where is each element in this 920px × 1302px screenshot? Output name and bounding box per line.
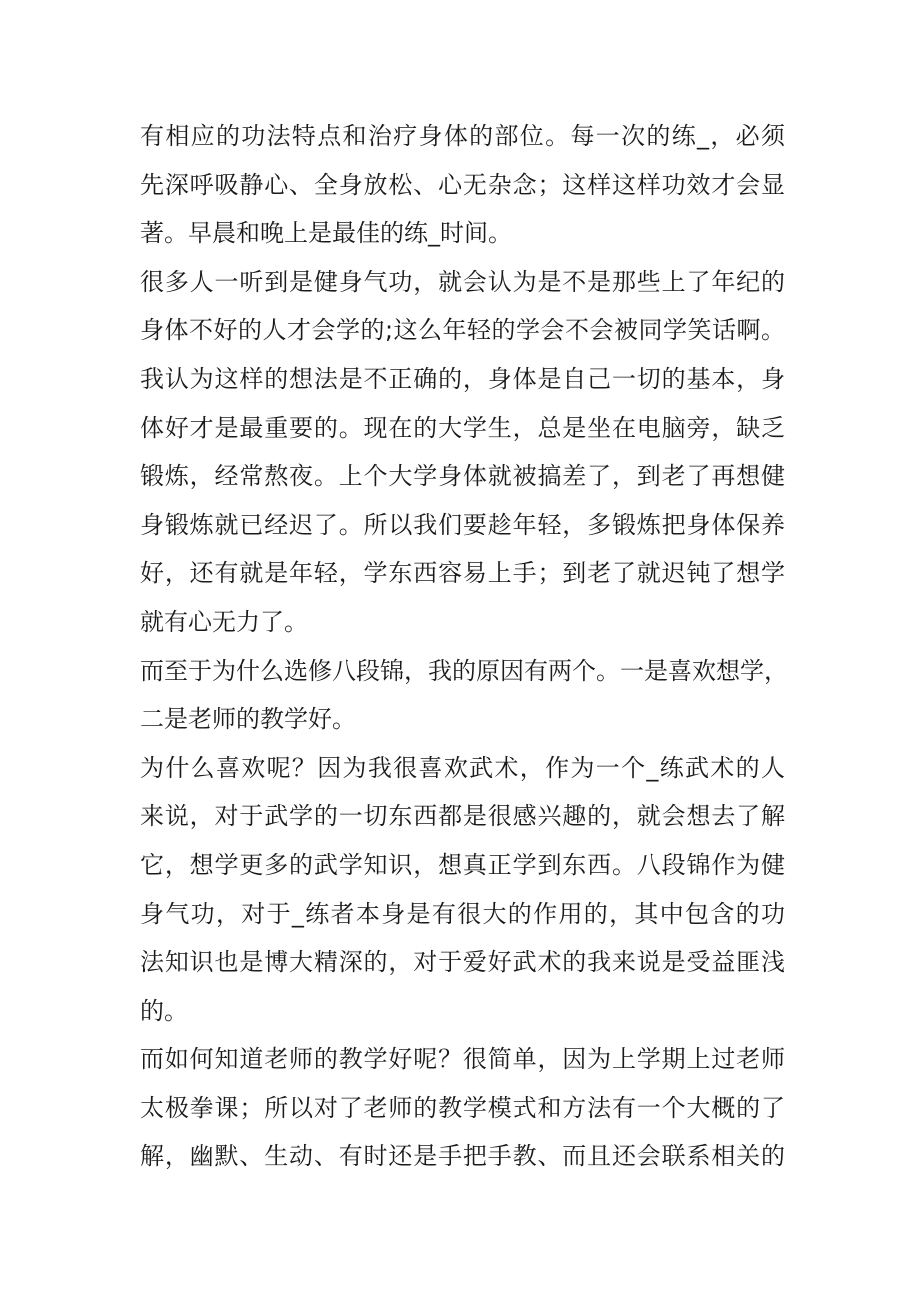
text-line: 有相应的功法特点和治疗身体的部位。每一次的练_，必须: [140, 122, 785, 150]
text-line: 身气功，对于_练者本身是有很大的作用的，其中包含的功: [140, 899, 785, 928]
text-line: 身体不好的人才会学的;这么年轻的学会不会被同学笑话啊。: [140, 316, 785, 345]
text-line: 锻炼，经常熬夜。上个大学身体就被搞差了，到老了再想健: [140, 462, 785, 491]
text-line: 它，想学更多的武学知识，想真正学到东西。八段锦作为健: [140, 850, 785, 879]
text-line: 法知识也是博大精深的，对于爱好武术的我来说是受益匪浅: [140, 948, 785, 977]
text-line: 太极拳课；所以对了老师的教学模式和方法有一个大概的了: [140, 1093, 785, 1122]
text-line: 体好才是最重要的。现在的大学生，总是坐在电脑旁，缺乏: [140, 413, 785, 442]
text-line: 解，幽默、生动、有时还是手把手教、而且还会联系相关的: [140, 1142, 785, 1171]
text-line: 而至于为什么选修八段锦，我的原因有两个。一是喜欢想学，: [140, 656, 788, 685]
text-line: 而如何知道老师的教学好呢？很简单，因为上学期上过老师: [140, 1045, 785, 1074]
text-line: 好，还有就是年轻，学东西容易上手；到老了就迟钝了想学: [140, 559, 785, 588]
text-line: 很多人一听到是健身气功，就会认为是不是那些上了年纪的: [140, 267, 785, 296]
text-line: 的。: [140, 996, 188, 1025]
text-line: 为什么喜欢呢？因为我很喜欢武术，作为一个_练武术的人: [140, 753, 785, 782]
text-line: 就有心无力了。: [140, 607, 308, 636]
text-line: 先深呼吸静心、全身放松、心无杂念；这样这样功效才会显: [140, 170, 785, 199]
text-line: 我认为这样的想法是不正确的，身体是自己一切的基本，身: [140, 364, 785, 393]
text-line: 二是老师的教学好。: [140, 705, 356, 734]
text-line: 著。早晨和晚上是最佳的练_时间。: [140, 219, 512, 248]
text-line: 身锻炼就已经迟了。所以我们要趁年轻，多锻炼把身体保养: [140, 510, 785, 539]
text-line: 来说，对于武学的一切东西都是很感兴趣的，就会想去了解: [140, 802, 785, 831]
body-text: [140, 112, 788, 1181]
